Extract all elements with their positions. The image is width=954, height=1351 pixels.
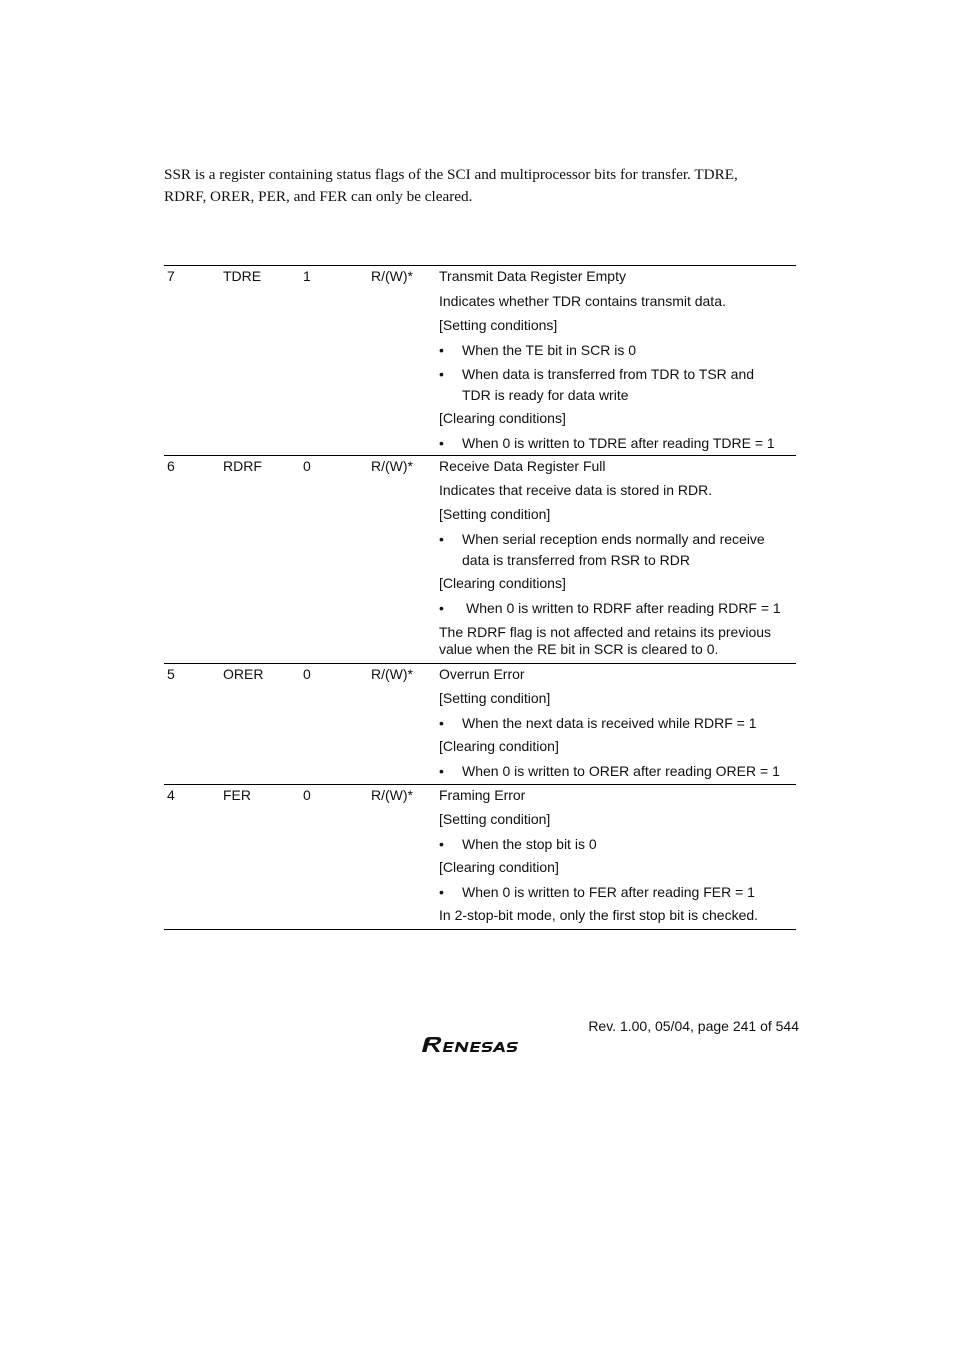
bullet-icon: • xyxy=(439,531,444,547)
condition-item: When the next data is received while RDRF = 1 xyxy=(462,715,757,731)
bit-name: TDRE xyxy=(223,268,262,284)
initial-value: 0 xyxy=(303,458,311,474)
condition-item: When 0 is written to TDRE after reading TDRE = 1 xyxy=(462,435,775,451)
condition-item: When data is transferred from TDR to TSR and xyxy=(462,366,755,382)
read-write: R/(W)* xyxy=(371,666,413,682)
description-title: Overrun Error xyxy=(439,666,525,682)
renesas-logo xyxy=(421,1034,541,1056)
condition-item: When the TE bit in SCR is 0 xyxy=(462,342,637,358)
description-text: Indicates whether TDR contains transmit data. xyxy=(439,293,726,309)
read-write: R/(W)* xyxy=(371,458,413,474)
note-text-continued: value when the RE bit in SCR is cleared to 0. xyxy=(439,641,719,657)
bit-name: ORER xyxy=(223,666,264,682)
condition-heading: [Clearing condition] xyxy=(439,738,559,754)
bullet-icon: • xyxy=(439,600,444,616)
table-row-orer xyxy=(164,663,796,784)
bit-name: RDRF xyxy=(223,458,262,474)
table-row-rdrf xyxy=(164,455,796,663)
read-write: R/(W)* xyxy=(371,268,413,284)
bullet-icon: • xyxy=(439,763,444,779)
bullet-icon: • xyxy=(439,715,444,731)
note-text: In 2-stop-bit mode, only the first stop bit is checked. xyxy=(439,907,759,923)
bullet-icon: • xyxy=(439,836,444,852)
condition-item-continued: TDR is ready for data write xyxy=(462,387,629,403)
bullet-icon: • xyxy=(439,435,444,451)
condition-heading: [Setting condition] xyxy=(439,506,551,522)
register-bit-table xyxy=(164,265,796,930)
bit-number: 4 xyxy=(167,787,175,803)
bit-number: 7 xyxy=(167,268,175,284)
bullet-icon: • xyxy=(439,342,444,358)
condition-heading: [Setting conditions] xyxy=(439,317,558,333)
condition-heading: [Clearing conditions] xyxy=(439,575,566,591)
condition-item: When 0 is written to FER after reading FER = 1 xyxy=(462,884,755,900)
initial-value: 0 xyxy=(303,666,311,682)
condition-item: When 0 is written to RDRF after reading RDRF = 1 xyxy=(466,600,781,616)
description-text: Indicates that receive data is stored in RDR. xyxy=(439,482,713,498)
note-text: The RDRF flag is not affected and retains its previous xyxy=(439,624,772,640)
bit-name: FER xyxy=(223,787,251,803)
condition-heading: [Setting condition] xyxy=(439,690,551,706)
read-write: R/(W)* xyxy=(371,787,413,803)
intro-line-2: RDRF, ORER, PER, and FER can only be cleared. xyxy=(164,187,473,205)
condition-item: When serial reception ends normally and receive xyxy=(462,531,765,547)
initial-value: 0 xyxy=(303,787,311,803)
bit-number: 6 xyxy=(167,458,175,474)
bullet-icon: • xyxy=(439,884,444,900)
condition-item: When the stop bit is 0 xyxy=(462,836,597,852)
description-title: Transmit Data Register Empty xyxy=(439,268,626,284)
description-title: Framing Error xyxy=(439,787,526,803)
condition-heading: [Clearing conditions] xyxy=(439,410,566,426)
page-footer-info: Rev. 1.00, 05/04, page 241 of 544 xyxy=(588,1018,799,1034)
condition-heading: [Setting condition] xyxy=(439,811,551,827)
bullet-icon: • xyxy=(439,366,444,382)
condition-item: When 0 is written to ORER after reading ORER = 1 xyxy=(462,763,780,779)
intro-paragraph xyxy=(164,164,784,207)
condition-heading: [Clearing condition] xyxy=(439,859,559,875)
table-row-tdre xyxy=(164,265,796,455)
intro-line-1: SSR is a register containing status flags of the SCI and multiprocessor bits for transfer. TDRE, xyxy=(164,166,738,183)
bit-number: 5 xyxy=(167,666,175,682)
initial-value: 1 xyxy=(303,268,311,284)
condition-item-continued: data is transferred from RSR to RDR xyxy=(462,552,690,568)
description-title: Receive Data Register Full xyxy=(439,458,606,474)
table-row-fer xyxy=(164,784,796,930)
